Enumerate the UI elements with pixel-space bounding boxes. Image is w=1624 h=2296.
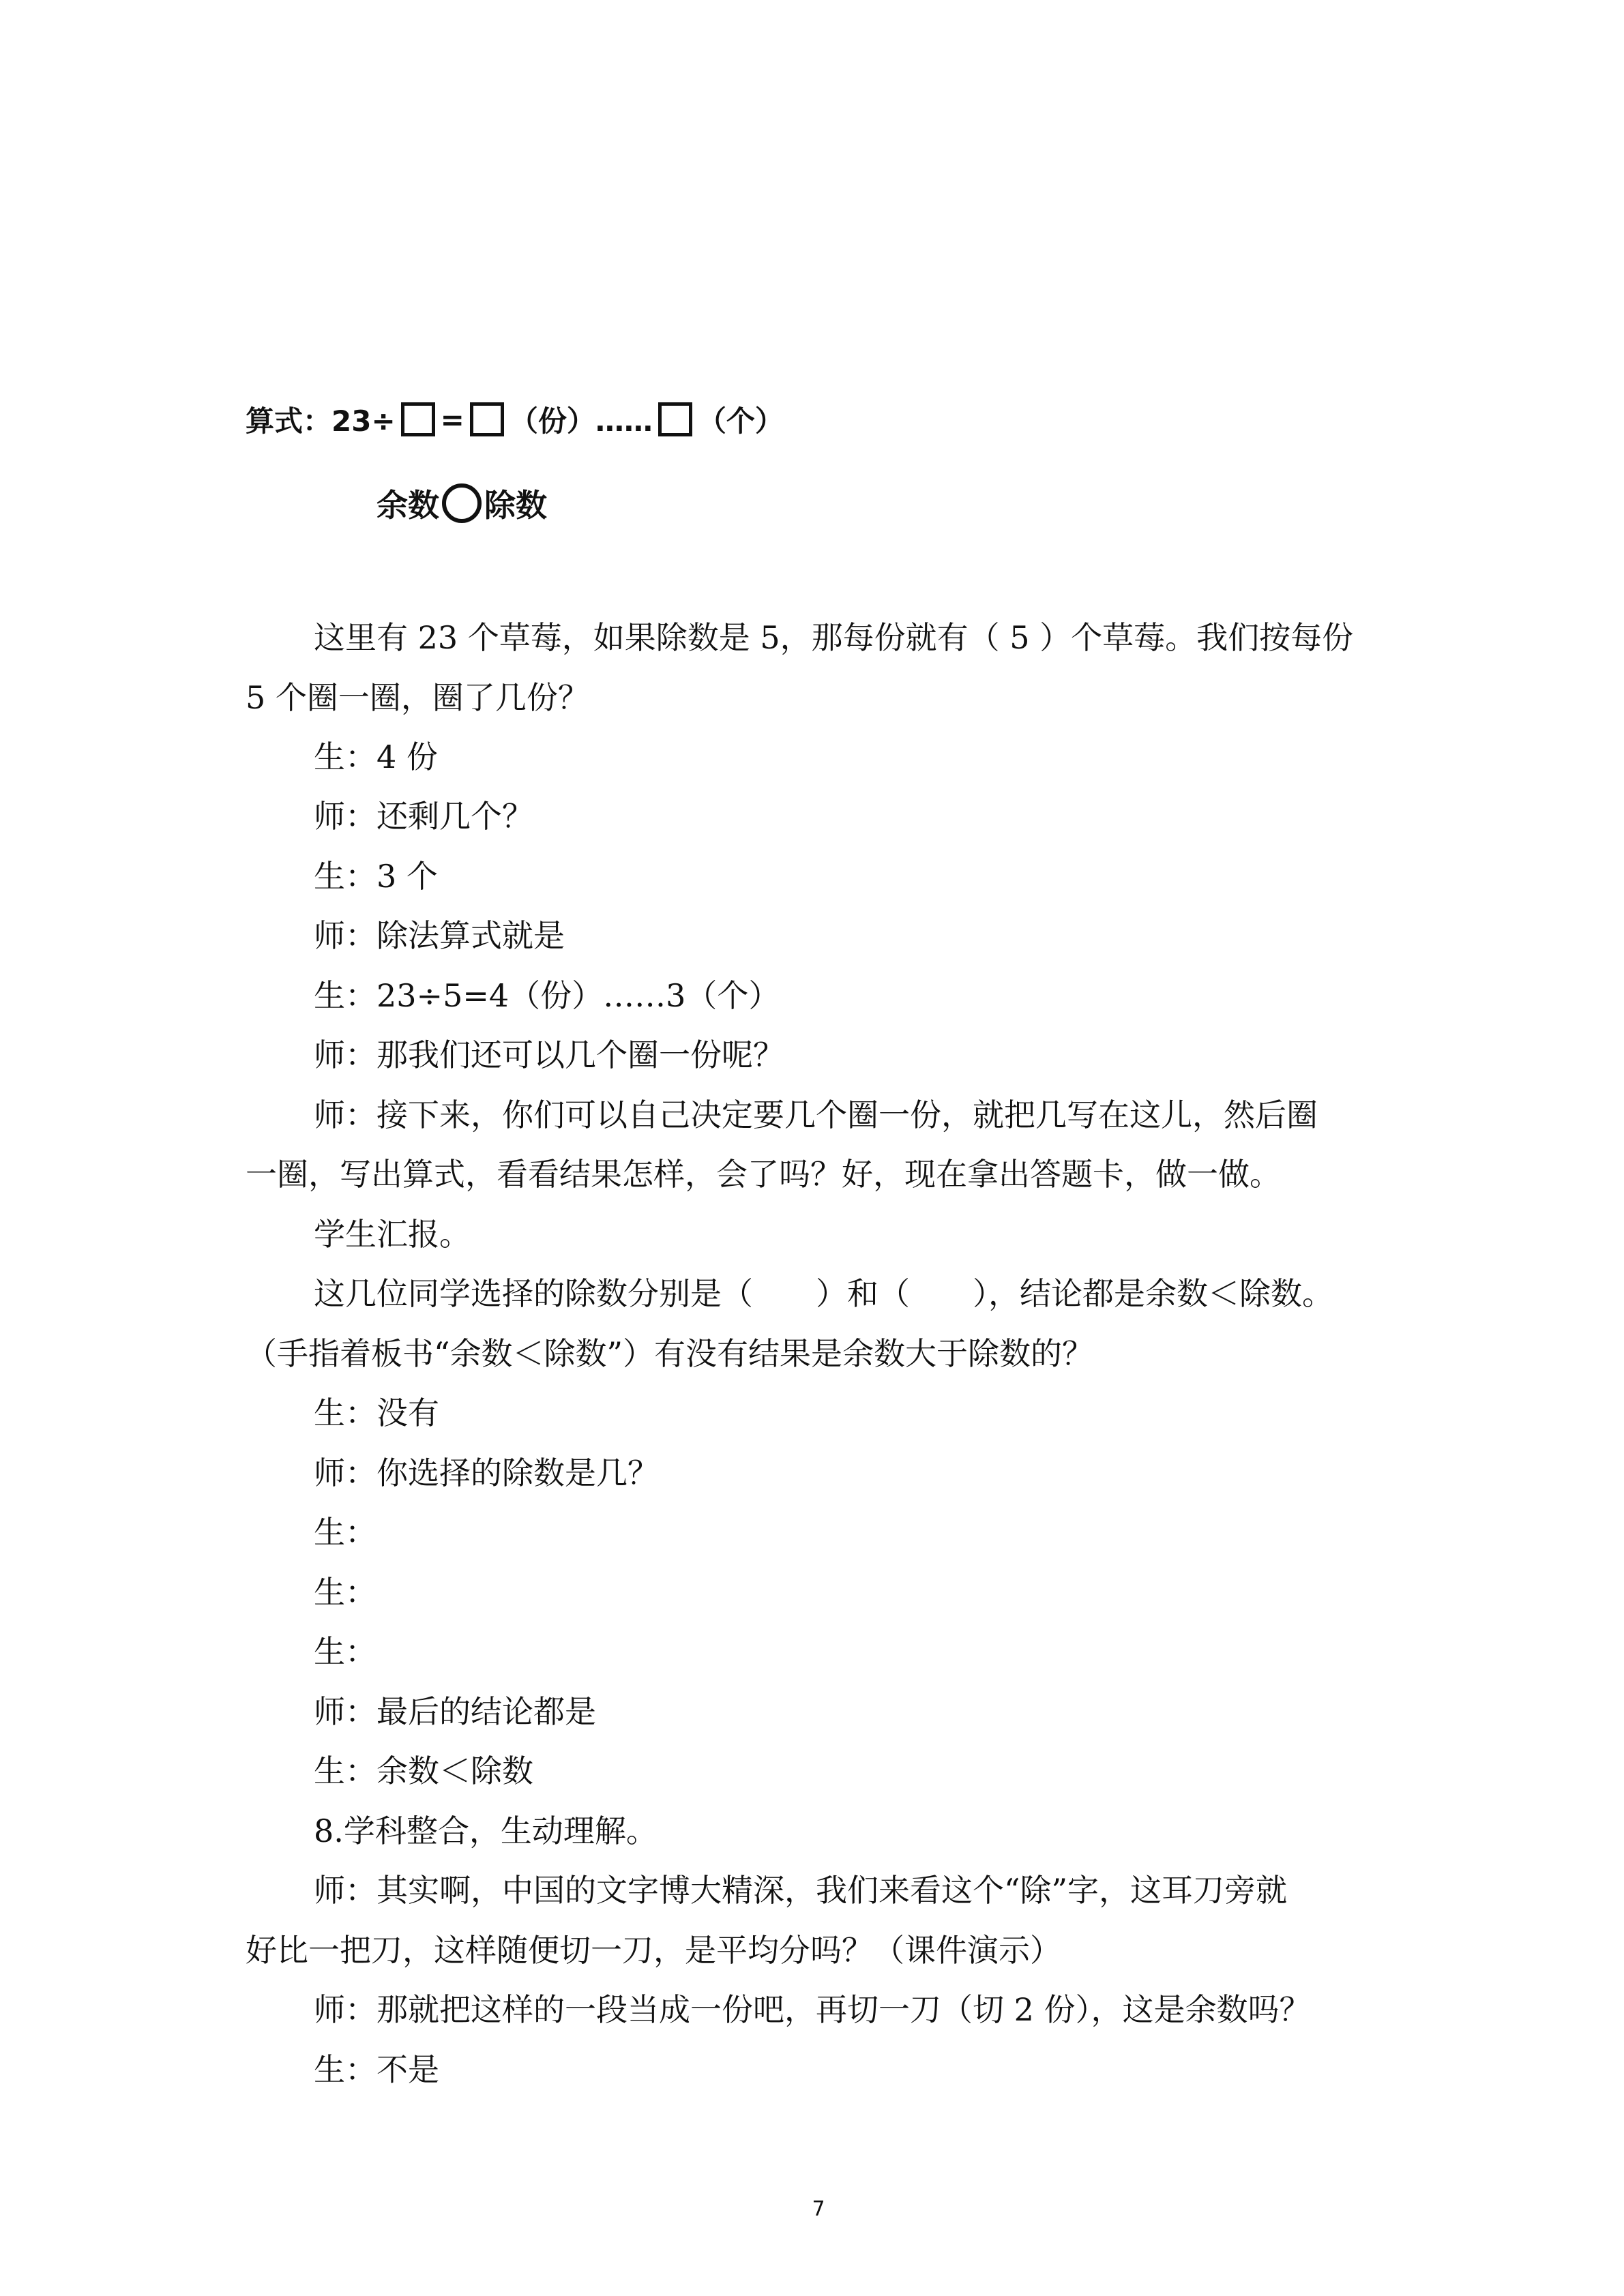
text-line: 好比一把刀，这样随便切一刀，是平均分吗？（课件演示） <box>246 1932 1061 1969</box>
text-line: 师：除法算式就是 <box>314 917 565 954</box>
text-line: 师：那我们还可以几个圈一份呢？ <box>314 1037 784 1073</box>
text-line: 一圈，写出算式，看看结果怎样，会了吗？好，现在拿出答题卡，做一做。 <box>246 1156 1281 1193</box>
text-line: 生： <box>314 1574 377 1611</box>
text-line: （手指着板书“余数＜除数”）有没有结果是余数大于除数的？ <box>246 1335 1094 1372</box>
blank-circle <box>442 483 482 523</box>
remainder-divisor-comparison <box>377 477 547 529</box>
page-number: 7 <box>812 2197 825 2221</box>
text-line: 生： <box>314 1633 377 1670</box>
formula-part-unit: （份）…… <box>509 404 653 438</box>
text-line: 生：23÷5=4（份）……3（个） <box>314 977 780 1014</box>
text-line: 8.学科整合，生动理解。 <box>314 1813 658 1849</box>
text-line: 师：其实啊，中国的文字博大精深，我们来看这个“除”字，这耳刀旁就 <box>314 1872 1288 1909</box>
text-line: 生：不是 <box>314 2051 439 2088</box>
text-line: 5 个圈一圈，圈了几份？ <box>246 679 589 716</box>
text-line: 师：还剩几个？ <box>314 798 533 835</box>
blank-box-quotient <box>470 402 504 436</box>
comparison-left: 余数 <box>377 487 439 524</box>
text-line: 师：你选择的除数是几？ <box>314 1455 659 1491</box>
blank-box-remainder <box>658 402 692 436</box>
text-line: 生： <box>314 1514 377 1551</box>
text-line: 学生汇报。 <box>314 1216 471 1253</box>
text-line: 师：接下来，你们可以自己决定要几个圈一份，就把几写在这儿，然后圈 <box>314 1097 1318 1133</box>
text-line: 师：最后的结论都是 <box>314 1693 596 1730</box>
formula-prefix: 算式：23÷ <box>246 404 396 438</box>
text-line: 这几位同学选择的除数分别是（ ）和（ ），结论都是余数＜除数。 <box>314 1275 1333 1312</box>
division-formula <box>246 396 784 443</box>
text-line: 这里有 23 个草莓，如果除数是 5，那每份就有（ 5 ）个草莓。我们按每份 <box>314 619 1354 656</box>
formula-equals: = <box>440 402 464 436</box>
text-line: 生：3 个 <box>314 858 438 895</box>
comparison-right: 除数 <box>484 487 547 524</box>
blank-box-divisor <box>401 402 435 436</box>
text-line: 生：余数＜除数 <box>314 1753 533 1789</box>
text-line: 生：4 份 <box>314 739 438 775</box>
text-line: 生：没有 <box>314 1395 439 1431</box>
formula-item-unit: （个） <box>697 404 784 438</box>
text-line: 师：那就把这样的一段当成一份吧，再切一刀（切 2 份），这是余数吗？ <box>314 1991 1311 2028</box>
